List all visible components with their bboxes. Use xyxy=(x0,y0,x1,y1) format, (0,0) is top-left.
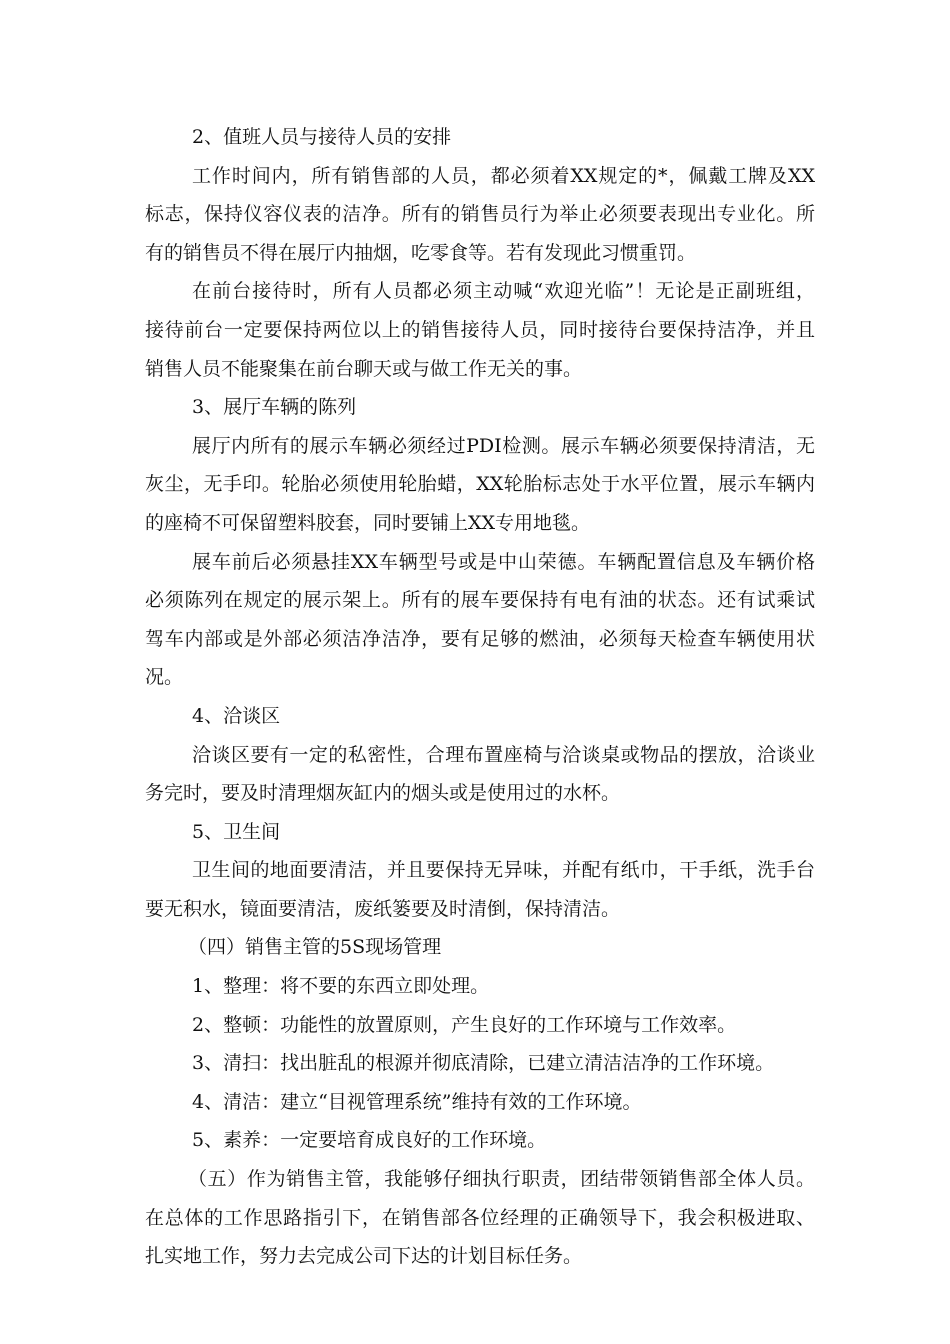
text-line: （四）销售主管的5S现场管理 xyxy=(188,936,442,959)
text-line: 接待前台一定要保持两位以上的销售接待人员，同时接待台要保持洁净，并且 xyxy=(145,318,815,341)
text-line: 驾车内部或是外部必须洁净洁净，要有足够的燃油，必须每天检查车辆使用状 xyxy=(145,627,815,650)
text-line: 4、洽谈区 xyxy=(192,704,281,727)
text-line: 标志，保持仪容仪表的洁净。所有的销售员行为举止必须要表现出专业化。所 xyxy=(145,203,815,226)
text-line: 工作时间内，所有销售部的人员，都必须着XX规定的*，佩戴工牌及XX xyxy=(192,164,815,187)
text-line: 扎实地工作，努力去完成公司下达的计划目标任务。 xyxy=(145,1245,583,1268)
text-line: 展车前后必须悬挂XX车辆型号或是中山荣德。车辆配置信息及车辆价格 xyxy=(192,550,815,573)
text-line: 务完时，要及时清理烟灰缸内的烟头或是使用过的水杯。 xyxy=(145,782,621,805)
text-line: 况。 xyxy=(145,666,184,689)
text-line: 必须陈列在规定的展示架上。所有的展车要保持有电有油的状态。还有试乘试 xyxy=(145,589,815,612)
text-line: 销售人员不能聚集在前台聊天或与做工作无关的事。 xyxy=(145,357,583,380)
text-line: 2、整顿：功能性的放置原则，产生良好的工作环境与工作效率。 xyxy=(192,1013,737,1036)
text-line: 2、值班人员与接待人员的安排 xyxy=(192,126,452,148)
text-line: 要无积水，镜面要清洁，废纸篓要及时清倒，保持清洁。 xyxy=(145,897,621,920)
text-line: 灰尘，无手印。轮胎必须使用轮胎蜡，XX轮胎标志处于水平位置，展示车辆内 xyxy=(145,473,815,496)
text-line: 3、展厅车辆的陈列 xyxy=(192,396,357,419)
text-line: 的座椅不可保留塑料胶套，同时要铺上XX专用地毯。 xyxy=(145,511,591,534)
text-line: 3、清扫：找出脏乱的根源并彻底清除，已建立清洁洁净的工作环境。 xyxy=(192,1052,775,1075)
text-line: 卫生间的地面要清洁，并且要保持无异味，并配有纸巾，干手纸，洗手台 xyxy=(192,859,815,882)
text-line: 有的销售员不得在展厅内抽烟，吃零食等。若有发现此习惯重罚。 xyxy=(145,241,697,264)
text-line: 5、素养：一定要培育成良好的工作环境。 xyxy=(192,1129,547,1152)
text-line: 4、清洁：建立“目视管理系统”维持有效的工作环境。 xyxy=(192,1090,642,1113)
text-line: 洽谈区要有一定的私密性，合理布置座椅与洽谈桌或物品的摆放，洽谈业 xyxy=(192,743,815,766)
text-line: 展厅内所有的展示车辆必须经过PDI检测。展示车辆必须要保持清洁，无 xyxy=(192,434,815,457)
text-line: 在前台接待时，所有人员都必须主动喊“欢迎光临”！无论是正副班组， xyxy=(192,280,815,303)
text-line: 在总体的工作思路指引下，在销售部各位经理的正确领导下，我会积极进取、 xyxy=(145,1206,815,1229)
text-line: 1、整理：将不要的东西立即处理。 xyxy=(192,975,490,998)
text-line: 5、卫生间 xyxy=(192,820,281,843)
text-line: （五）作为销售主管，我能够仔细执行职责，团结带领销售部全体人员。 xyxy=(188,1168,815,1191)
document-body xyxy=(145,118,815,1276)
